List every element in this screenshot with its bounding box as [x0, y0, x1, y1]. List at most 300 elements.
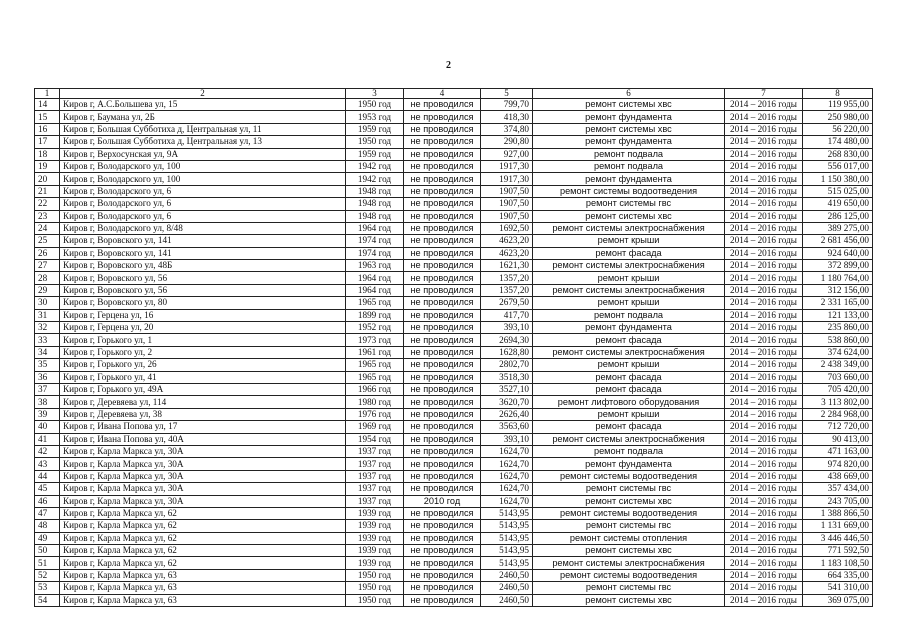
cell-period: 2014 – 2016 годы [725, 99, 803, 111]
cell-build-year: 1965 год [346, 297, 404, 309]
cell-cost: 1 388 866,50 [803, 507, 873, 519]
cell-cost: 2 284 968,00 [803, 408, 873, 420]
cell-work-type: ремонт фундамента [533, 173, 725, 185]
cell-build-year: 1942 год [346, 160, 404, 172]
cell-cost: 357 434,00 [803, 483, 873, 495]
cell-address: Киров г, Горького ул, 41 [60, 371, 346, 383]
cell-last-repair: не проводился [404, 582, 481, 594]
cell-build-year: 1937 год [346, 483, 404, 495]
cell-area: 2460,50 [481, 569, 533, 581]
cell-last-repair: не проводился [404, 148, 481, 160]
cell-period: 2014 – 2016 годы [725, 260, 803, 272]
cell-area: 374,80 [481, 123, 533, 135]
cell-row-number: 20 [35, 173, 60, 185]
cell-last-repair: не проводился [404, 322, 481, 334]
cell-cost: 419 650,00 [803, 198, 873, 210]
cell-row-number: 22 [35, 198, 60, 210]
cell-cost: 1 183 108,50 [803, 557, 873, 569]
cell-row-number: 24 [35, 222, 60, 234]
cell-period: 2014 – 2016 годы [725, 557, 803, 569]
cell-work-type: ремонт системы электроснабжения [533, 557, 725, 569]
table-row [35, 458, 873, 470]
cell-period: 2014 – 2016 годы [725, 520, 803, 532]
cell-address: Киров г, Воровского ул, 56 [60, 272, 346, 284]
cell-area: 2802,70 [481, 359, 533, 371]
cell-last-repair: не проводился [404, 520, 481, 532]
cell-work-type: ремонт фундамента [533, 111, 725, 123]
cell-cost: 2 331 165,00 [803, 297, 873, 309]
cell-area: 4623,20 [481, 235, 533, 247]
cell-cost: 471 163,00 [803, 445, 873, 457]
cell-cost: 974 820,00 [803, 458, 873, 470]
cell-row-number: 33 [35, 334, 60, 346]
cell-period: 2014 – 2016 годы [725, 346, 803, 358]
table-row [35, 185, 873, 197]
cell-row-number: 41 [35, 433, 60, 445]
cell-last-repair: не проводился [404, 346, 481, 358]
cell-address: Киров г, Карла Маркса ул, 63 [60, 569, 346, 581]
cell-last-repair: не проводился [404, 309, 481, 321]
table-row [35, 483, 873, 495]
cell-period: 2014 – 2016 годы [725, 483, 803, 495]
cell-last-repair: не проводился [404, 396, 481, 408]
cell-area: 393,10 [481, 322, 533, 334]
cell-build-year: 1952 год [346, 322, 404, 334]
cell-area: 5143,95 [481, 520, 533, 532]
cell-cost: 312 156,00 [803, 284, 873, 296]
cell-area: 1917,30 [481, 173, 533, 185]
cell-row-number: 48 [35, 520, 60, 532]
cell-build-year: 1964 год [346, 222, 404, 234]
cell-row-number: 54 [35, 594, 60, 606]
cell-work-type: ремонт системы хвс [533, 123, 725, 135]
cell-address: Киров г, Карла Маркса ул, 30А [60, 470, 346, 482]
table-row [35, 507, 873, 519]
cell-last-repair: 2010 год [404, 495, 481, 507]
cell-period: 2014 – 2016 годы [725, 284, 803, 296]
cell-cost: 369 075,00 [803, 594, 873, 606]
cell-period: 2014 – 2016 годы [725, 396, 803, 408]
cell-row-number: 44 [35, 470, 60, 482]
table-row [35, 309, 873, 321]
cell-period: 2014 – 2016 годы [725, 470, 803, 482]
cell-last-repair: не проводился [404, 235, 481, 247]
cell-address: Киров г, Ивана Попова ул, 40А [60, 433, 346, 445]
cell-last-repair: не проводился [404, 334, 481, 346]
table-row [35, 99, 873, 111]
cell-work-type: ремонт крыши [533, 359, 725, 371]
cell-period: 2014 – 2016 годы [725, 532, 803, 544]
cell-build-year: 1961 год [346, 346, 404, 358]
cell-area: 1357,20 [481, 272, 533, 284]
cell-period: 2014 – 2016 годы [725, 545, 803, 557]
cell-row-number: 21 [35, 185, 60, 197]
cell-period: 2014 – 2016 годы [725, 309, 803, 321]
cell-period: 2014 – 2016 годы [725, 173, 803, 185]
cell-work-type: ремонт подвала [533, 160, 725, 172]
cell-work-type: ремонт крыши [533, 272, 725, 284]
table-row [35, 557, 873, 569]
table-row [35, 160, 873, 172]
cell-address: Киров г, Горького ул, 49А [60, 383, 346, 395]
cell-cost: 1 150 380,00 [803, 173, 873, 185]
cell-build-year: 1939 год [346, 532, 404, 544]
cell-area: 1907,50 [481, 198, 533, 210]
cell-cost: 286 125,00 [803, 210, 873, 222]
cell-build-year: 1939 год [346, 507, 404, 519]
cell-period: 2014 – 2016 годы [725, 222, 803, 234]
table-row [35, 136, 873, 148]
cell-area: 417,70 [481, 309, 533, 321]
cell-area: 3518,30 [481, 371, 533, 383]
cell-address: Киров г, Верхосунская ул, 9А [60, 148, 346, 160]
cell-address: Киров г, Баумана ул, 2Б [60, 111, 346, 123]
table-row [35, 198, 873, 210]
cell-area: 799,70 [481, 99, 533, 111]
cell-row-number: 53 [35, 582, 60, 594]
cell-row-number: 27 [35, 260, 60, 272]
cell-cost: 664 335,00 [803, 569, 873, 581]
cell-work-type: ремонт фасада [533, 421, 725, 433]
cell-row-number: 43 [35, 458, 60, 470]
column-header-5: 5 [481, 89, 533, 99]
cell-last-repair: не проводился [404, 210, 481, 222]
cell-period: 2014 – 2016 годы [725, 136, 803, 148]
cell-work-type: ремонт системы электроснабжения [533, 284, 725, 296]
cell-cost: 1 180 764,00 [803, 272, 873, 284]
cell-cost: 705 420,00 [803, 383, 873, 395]
table-body [35, 99, 873, 607]
cell-address: Киров г, Карла Маркса ул, 30А [60, 495, 346, 507]
cell-build-year: 1950 год [346, 136, 404, 148]
cell-row-number: 45 [35, 483, 60, 495]
cell-build-year: 1974 год [346, 235, 404, 247]
cell-period: 2014 – 2016 годы [725, 111, 803, 123]
table-row [35, 495, 873, 507]
cell-last-repair: не проводился [404, 594, 481, 606]
column-header-1: 1 [35, 89, 60, 99]
cell-area: 1628,80 [481, 346, 533, 358]
cell-cost: 1 131 669,00 [803, 520, 873, 532]
table-row [35, 272, 873, 284]
table-row [35, 371, 873, 383]
table-row [35, 222, 873, 234]
cell-build-year: 1939 год [346, 520, 404, 532]
header-row [35, 89, 873, 99]
cell-address: Киров г, Воровского ул, 80 [60, 297, 346, 309]
cell-last-repair: не проводился [404, 433, 481, 445]
cell-build-year: 1959 год [346, 148, 404, 160]
cell-row-number: 34 [35, 346, 60, 358]
cell-period: 2014 – 2016 годы [725, 247, 803, 259]
table-row [35, 235, 873, 247]
cell-area: 2626,40 [481, 408, 533, 420]
cell-period: 2014 – 2016 годы [725, 594, 803, 606]
cell-work-type: ремонт системы хвс [533, 210, 725, 222]
cell-period: 2014 – 2016 годы [725, 433, 803, 445]
cell-row-number: 35 [35, 359, 60, 371]
cell-row-number: 37 [35, 383, 60, 395]
cell-last-repair: не проводился [404, 445, 481, 457]
cell-area: 2460,50 [481, 582, 533, 594]
cell-row-number: 15 [35, 111, 60, 123]
table-row [35, 421, 873, 433]
cell-cost: 389 275,00 [803, 222, 873, 234]
cell-cost: 556 017,00 [803, 160, 873, 172]
cell-address: Киров г, Карла Маркса ул, 62 [60, 507, 346, 519]
cell-last-repair: не проводился [404, 222, 481, 234]
cell-last-repair: не проводился [404, 272, 481, 284]
table-row [35, 297, 873, 309]
cell-area: 1624,70 [481, 445, 533, 457]
cell-work-type: ремонт фундамента [533, 322, 725, 334]
cell-build-year: 1973 год [346, 334, 404, 346]
cell-last-repair: не проводился [404, 160, 481, 172]
cell-address: Киров г, Горького ул, 1 [60, 334, 346, 346]
table-row [35, 359, 873, 371]
cell-build-year: 1939 год [346, 545, 404, 557]
cell-cost: 372 899,00 [803, 260, 873, 272]
cell-area: 1624,70 [481, 483, 533, 495]
cell-address: Киров г, Воровского ул, 141 [60, 235, 346, 247]
table-row [35, 532, 873, 544]
cell-area: 290,80 [481, 136, 533, 148]
cell-build-year: 1969 год [346, 421, 404, 433]
table-row [35, 260, 873, 272]
cell-work-type: ремонт подвала [533, 445, 725, 457]
cell-build-year: 1937 год [346, 470, 404, 482]
cell-last-repair: не проводился [404, 532, 481, 544]
cell-period: 2014 – 2016 годы [725, 445, 803, 457]
cell-row-number: 47 [35, 507, 60, 519]
cell-row-number: 23 [35, 210, 60, 222]
cell-row-number: 50 [35, 545, 60, 557]
cell-address: Киров г, Володарского ул, 100 [60, 160, 346, 172]
cell-area: 1357,20 [481, 284, 533, 296]
cell-build-year: 1964 год [346, 272, 404, 284]
cell-period: 2014 – 2016 годы [725, 210, 803, 222]
cell-work-type: ремонт фасада [533, 383, 725, 395]
cell-row-number: 36 [35, 371, 60, 383]
cell-last-repair: не проводился [404, 198, 481, 210]
cell-row-number: 18 [35, 148, 60, 160]
cell-cost: 56 220,00 [803, 123, 873, 135]
column-header-3: 3 [346, 89, 404, 99]
cell-address: Киров г, Горького ул, 26 [60, 359, 346, 371]
cell-work-type: ремонт системы электроснабжения [533, 222, 725, 234]
cell-area: 418,30 [481, 111, 533, 123]
cell-cost: 924 640,00 [803, 247, 873, 259]
cell-address: Киров г, Герцена ул, 20 [60, 322, 346, 334]
table-row [35, 470, 873, 482]
cell-work-type: ремонт системы водоотведения [533, 507, 725, 519]
cell-address: Киров г, Володарского ул, 6 [60, 210, 346, 222]
cell-address: Киров г, Ивана Попова ул, 17 [60, 421, 346, 433]
table-row [35, 594, 873, 606]
cell-work-type: ремонт системы водоотведения [533, 569, 725, 581]
table-row [35, 284, 873, 296]
cell-work-type: ремонт фундамента [533, 136, 725, 148]
cell-build-year: 1948 год [346, 198, 404, 210]
cell-address: Киров г, Воровского ул, 48Б [60, 260, 346, 272]
cell-build-year: 1980 год [346, 396, 404, 408]
cell-area: 2694,30 [481, 334, 533, 346]
cell-cost: 268 830,00 [803, 148, 873, 160]
cell-work-type: ремонт системы водоотведения [533, 185, 725, 197]
cell-row-number: 40 [35, 421, 60, 433]
cell-last-repair: не проводился [404, 421, 481, 433]
cell-work-type: ремонт системы хвс [533, 495, 725, 507]
cell-build-year: 1899 год [346, 309, 404, 321]
cell-last-repair: не проводился [404, 99, 481, 111]
cell-work-type: ремонт фасада [533, 371, 725, 383]
cell-last-repair: не проводился [404, 371, 481, 383]
cell-address: Киров г, Карла Маркса ул, 63 [60, 582, 346, 594]
cell-cost: 235 860,00 [803, 322, 873, 334]
cell-cost: 119 955,00 [803, 99, 873, 111]
cell-last-repair: не проводился [404, 470, 481, 482]
cell-address: Киров г, Карла Маркса ул, 63 [60, 594, 346, 606]
cell-work-type: ремонт системы гвс [533, 198, 725, 210]
cell-row-number: 16 [35, 123, 60, 135]
cell-row-number: 31 [35, 309, 60, 321]
cell-cost: 243 705,00 [803, 495, 873, 507]
cell-row-number: 49 [35, 532, 60, 544]
cell-row-number: 28 [35, 272, 60, 284]
cell-cost: 541 310,00 [803, 582, 873, 594]
cell-row-number: 46 [35, 495, 60, 507]
cell-period: 2014 – 2016 годы [725, 297, 803, 309]
cell-period: 2014 – 2016 годы [725, 272, 803, 284]
cell-address: Киров г, Деревяева ул, 114 [60, 396, 346, 408]
cell-last-repair: не проводился [404, 383, 481, 395]
cell-work-type: ремонт подвала [533, 309, 725, 321]
cell-work-type: ремонт системы водоотведения [533, 470, 725, 482]
cell-build-year: 1953 год [346, 111, 404, 123]
cell-build-year: 1937 год [346, 495, 404, 507]
column-header-8: 8 [803, 89, 873, 99]
cell-area: 2460,50 [481, 594, 533, 606]
column-header-2: 2 [60, 89, 346, 99]
cell-last-repair: не проводился [404, 297, 481, 309]
cell-cost: 121 133,00 [803, 309, 873, 321]
cell-work-type: ремонт крыши [533, 235, 725, 247]
cell-area: 2679,50 [481, 297, 533, 309]
cell-row-number: 38 [35, 396, 60, 408]
cell-address: Киров г, Карла Маркса ул, 62 [60, 532, 346, 544]
cell-build-year: 1964 год [346, 284, 404, 296]
cell-last-repair: не проводился [404, 507, 481, 519]
cell-address: Киров г, Карла Маркса ул, 62 [60, 545, 346, 557]
cell-cost: 250 980,00 [803, 111, 873, 123]
table-row [35, 445, 873, 457]
cell-period: 2014 – 2016 годы [725, 198, 803, 210]
page-number: 2 [446, 60, 451, 71]
cell-address: Киров г, Володарского ул, 100 [60, 173, 346, 185]
cell-period: 2014 – 2016 годы [725, 359, 803, 371]
cell-address: Киров г, Воровского ул, 141 [60, 247, 346, 259]
cell-area: 1907,50 [481, 210, 533, 222]
cell-cost: 3 113 802,00 [803, 396, 873, 408]
table-row [35, 582, 873, 594]
cell-last-repair: не проводился [404, 545, 481, 557]
cell-last-repair: не проводился [404, 185, 481, 197]
cell-address: Киров г, А.С.Большева ул, 15 [60, 99, 346, 111]
cell-build-year: 1965 год [346, 359, 404, 371]
cell-address: Киров г, Большая Субботиха д, Центральная ул, 11 [60, 123, 346, 135]
cell-cost: 515 025,00 [803, 185, 873, 197]
cell-area: 1624,70 [481, 470, 533, 482]
cell-last-repair: не проводился [404, 483, 481, 495]
cell-work-type: ремонт системы отопления [533, 532, 725, 544]
cell-address: Киров г, Володарского ул, 6 [60, 198, 346, 210]
table-row [35, 173, 873, 185]
cell-period: 2014 – 2016 годы [725, 507, 803, 519]
cell-period: 2014 – 2016 годы [725, 334, 803, 346]
cell-build-year: 1937 год [346, 445, 404, 457]
cell-build-year: 1963 год [346, 260, 404, 272]
cell-work-type: ремонт системы электроснабжения [533, 433, 725, 445]
table-row [35, 408, 873, 420]
cell-address: Киров г, Деревяева ул, 38 [60, 408, 346, 420]
cell-work-type: ремонт системы хвс [533, 594, 725, 606]
repair-schedule-table [34, 88, 873, 607]
cell-last-repair: не проводился [404, 284, 481, 296]
cell-cost: 2 438 349,00 [803, 359, 873, 371]
cell-period: 2014 – 2016 годы [725, 495, 803, 507]
cell-address: Киров г, Воровского ул, 56 [60, 284, 346, 296]
table-row [35, 383, 873, 395]
cell-address: Киров г, Карла Маркса ул, 30А [60, 445, 346, 457]
cell-last-repair: не проводился [404, 408, 481, 420]
cell-address: Киров г, Карла Маркса ул, 62 [60, 520, 346, 532]
cell-build-year: 1939 год [346, 557, 404, 569]
cell-period: 2014 – 2016 годы [725, 383, 803, 395]
table-row [35, 148, 873, 160]
cell-period: 2014 – 2016 годы [725, 458, 803, 470]
cell-period: 2014 – 2016 годы [725, 421, 803, 433]
cell-build-year: 1950 год [346, 594, 404, 606]
cell-row-number: 52 [35, 569, 60, 581]
cell-last-repair: не проводился [404, 359, 481, 371]
column-header-4: 4 [404, 89, 481, 99]
cell-period: 2014 – 2016 годы [725, 322, 803, 334]
cell-build-year: 1954 год [346, 433, 404, 445]
cell-row-number: 51 [35, 557, 60, 569]
cell-period: 2014 – 2016 годы [725, 160, 803, 172]
cell-area: 5143,95 [481, 545, 533, 557]
cell-build-year: 1948 год [346, 185, 404, 197]
cell-row-number: 30 [35, 297, 60, 309]
cell-address: Киров г, Карла Маркса ул, 30А [60, 483, 346, 495]
cell-row-number: 29 [35, 284, 60, 296]
cell-work-type: ремонт фасада [533, 247, 725, 259]
cell-area: 1621,30 [481, 260, 533, 272]
cell-build-year: 1950 год [346, 99, 404, 111]
cell-work-type: ремонт крыши [533, 297, 725, 309]
cell-address: Киров г, Карла Маркса ул, 30А [60, 458, 346, 470]
cell-work-type: ремонт лифтового оборудования [533, 396, 725, 408]
cell-address: Киров г, Володарского ул, 6 [60, 185, 346, 197]
cell-period: 2014 – 2016 годы [725, 123, 803, 135]
cell-last-repair: не проводился [404, 247, 481, 259]
table-row [35, 322, 873, 334]
cell-period: 2014 – 2016 годы [725, 235, 803, 247]
cell-cost: 174 480,00 [803, 136, 873, 148]
cell-row-number: 42 [35, 445, 60, 457]
cell-work-type: ремонт подвала [533, 148, 725, 160]
cell-address: Киров г, Большая Субботиха д, Центральная ул, 13 [60, 136, 346, 148]
